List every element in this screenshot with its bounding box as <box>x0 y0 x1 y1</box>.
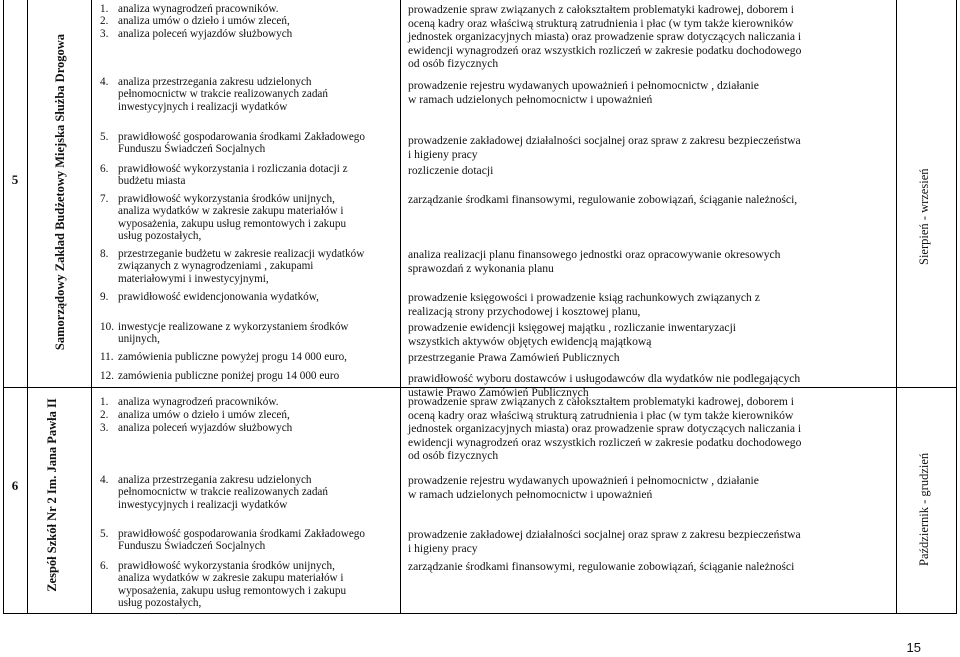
item-number: 3. <box>100 422 109 434</box>
item-text-line: analiza umów o dzieło i umów zleceń, <box>118 409 290 421</box>
period: Sierpień - wrzesień <box>917 168 931 265</box>
activity-line: prowadzenie rejestru wydawanych upoważnień i pełnomocnictw , działanie <box>408 79 759 92</box>
item-text-line: analiza przestrzegania zakresu udzielonych <box>118 76 312 88</box>
activity-line: ewidencji wynagrodzeń oraz wszystkich rozliczeń w zakresie podatku dochodowego <box>408 435 802 449</box>
item-text-line: analiza wynagrodzeń pracowników. <box>118 396 279 408</box>
control-area-item <box>100 163 400 188</box>
activity-line: oceną kadry oraz właściwą strukturą zatrudnienia i płac (w tym także kierowników <box>408 408 794 422</box>
activity-item <box>408 134 908 161</box>
item-number: 6. <box>100 163 109 175</box>
item-number: 1. <box>100 3 109 15</box>
item-text-line: Funduszu Świadczeń Socjalnych <box>118 540 266 553</box>
activity-item <box>408 248 908 275</box>
row-number: 5 <box>11 172 19 187</box>
item-text-line: inwestycje realizowane z wykorzystaniem środków <box>118 321 349 333</box>
item-text-line: analiza umów o dzieło i umów zleceń, <box>118 15 290 27</box>
item-text-line: Funduszu Świadczeń Socjalnych <box>118 143 266 156</box>
activity-line: realizacją strony przychodowej i kosztowej planu, <box>408 304 641 318</box>
control-area-item <box>100 76 400 113</box>
activity-line: prawidłowość wyboru dostawców i usługodawców dla wydatków nie podlegających <box>408 372 801 385</box>
item-text-line: zamówienia publiczne poniżej progu 14 000 euro <box>118 370 340 382</box>
control-area-item <box>100 28 400 40</box>
item-number: 9. <box>100 291 109 303</box>
activity-line: od osób fizycznych <box>408 449 499 463</box>
activity-item <box>408 351 908 365</box>
activity-line: wszystkich aktywów objętych ewidencją majątkową <box>408 334 652 348</box>
control-area-item <box>100 528 400 553</box>
activity-line: prowadzenie ewidencji księgowej majątku , rozliczanie inwentaryzacji <box>408 321 737 334</box>
control-area-item <box>100 131 400 156</box>
activity-line: i higieny pracy <box>408 147 478 161</box>
activity-line: rozliczenie dotacji <box>408 164 494 177</box>
item-number: 12. <box>100 370 114 382</box>
activity-item <box>408 395 908 463</box>
item-number: 4. <box>100 76 109 88</box>
activity-line: zarządzanie środkami finansowymi, regulowanie zobowiązań, ściąganie należności <box>408 560 795 573</box>
activity-line: prowadzenie księgowości i prowadzenie ksiąg rachunkowych związanych z <box>408 291 760 304</box>
item-text-line: analiza wynagrodzeń pracowników. <box>118 3 279 15</box>
activity-line: analiza realizacji planu finansowego jednostki oraz opracowywanie okresowych <box>408 248 781 261</box>
item-text-line: analiza wydatków w zakresie zakupu materiałów i <box>118 205 344 218</box>
activity-line: prowadzenie zakładowej działalności socjalnej oraz spraw z zakresu bezpieczeństwa <box>408 134 801 147</box>
item-text-line: inwestycyjnych i realizacji wydatków <box>118 498 288 511</box>
item-number: 6. <box>100 560 109 572</box>
item-text-line: budżetu miasta <box>118 175 186 188</box>
item-number: 4. <box>100 474 109 486</box>
activity-item <box>408 164 908 178</box>
unit-name: Samorządowy Zakład Budżetowy Miejska Służba Drogowa <box>53 33 67 351</box>
page-number: 15 <box>906 640 921 655</box>
item-text-line: materiałowymi i inwestycyjnymi, <box>118 272 269 285</box>
activity-line: w ramach udzielonych pełnomocnictw i upoważnień <box>408 92 653 106</box>
row-number: 6 <box>11 478 19 493</box>
item-number: 5. <box>100 528 109 540</box>
activity-line: przestrzeganie Prawa Zamówień Publicznych <box>408 351 620 364</box>
item-text-line: analiza poleceń wyjazdów służbowych <box>118 422 293 434</box>
item-text-line: usług pozostałych, <box>118 230 202 243</box>
activity-item <box>408 79 908 106</box>
item-text-line: prawidłowość wykorzystania środków unijnych, <box>118 193 335 205</box>
item-text-line: analiza poleceń wyjazdów służbowych <box>118 28 293 40</box>
activity-item <box>408 321 908 348</box>
item-text-line: inwestycyjnych i realizacji wydatków <box>118 100 288 113</box>
item-number: 3. <box>100 28 109 40</box>
activity-line: i higieny pracy <box>408 541 478 555</box>
activity-line: od osób fizycznych <box>408 57 499 71</box>
activity-line: jednostek organizacyjnych miasta) oraz prowadzenie spraw dotyczących naliczania i <box>408 30 802 44</box>
activity-item <box>408 528 908 555</box>
activity-line: prowadzenie spraw związanych z całokształtem problematyki kadrowej, doborem i <box>408 395 794 408</box>
activity-line: prowadzenie rejestru wydawanych upoważnień i pełnomocnictw , działanie <box>408 474 759 487</box>
control-area-item <box>100 15 400 27</box>
activity-line: jednostek organizacyjnych miasta) oraz prowadzenie spraw dotyczących naliczania i <box>408 422 802 436</box>
activity-line: zarządzanie środkami finansowymi, regulowanie zobowiązań, ściąganie należności, <box>408 193 798 206</box>
item-number: 2. <box>100 15 109 27</box>
item-text-line: prawidłowość gospodarowania środkami Zakładowego <box>118 528 365 540</box>
item-text-line: analiza wydatków w zakresie zakupu materiałów i <box>118 572 344 585</box>
item-number: 11. <box>100 351 114 363</box>
item-text-line: analiza przestrzegania zakresu udzielonych <box>118 474 312 486</box>
activity-item <box>408 560 908 574</box>
activity-line: prowadzenie zakładowej działalności socjalnej oraz spraw z zakresu bezpieczeństwa <box>408 528 801 541</box>
activity-line: w ramach udzielonych pełnomocnictw i upoważnień <box>408 487 653 501</box>
item-text-line: usług pozostałych, <box>118 597 202 610</box>
item-text-line: pełnomocnictw w trakcie realizowanych zadań <box>118 486 328 499</box>
activity-line: ustawie Prawo Zamówień Publicznych <box>408 385 589 399</box>
period: Październik - grudzień <box>917 452 931 566</box>
control-area-item <box>100 248 400 285</box>
control-area-item <box>100 422 400 434</box>
item-text-line: przestrzeganie budżetu w zakresie realizacji wydatków <box>118 248 365 260</box>
control-area-item <box>100 409 400 421</box>
activity-line: oceną kadry oraz właściwą strukturą zatrudnienia i płac (w tym także kierowników <box>408 16 794 30</box>
control-area-item <box>100 351 400 363</box>
control-area-item <box>100 193 400 243</box>
item-number: 10. <box>100 321 114 333</box>
control-area-item <box>100 3 400 15</box>
activity-item <box>408 3 908 71</box>
item-text-line: zamówienia publiczne powyżej progu 14 000 euro, <box>118 351 347 363</box>
activity-line: prowadzenie spraw związanych z całokształtem problematyki kadrowej, doborem i <box>408 3 794 16</box>
item-text-line: unijnych, <box>118 333 160 346</box>
activity-item <box>408 474 908 501</box>
item-number: 1. <box>100 396 109 408</box>
item-number: 5. <box>100 131 109 143</box>
control-area-item <box>100 291 400 303</box>
control-area-item <box>100 560 400 610</box>
item-number: 7. <box>100 193 109 205</box>
activity-item <box>408 291 908 318</box>
item-text-line: wyposażenia, zakupu usług remontowych i zakupu <box>118 584 347 597</box>
item-text-line: prawidłowość ewidencjonowania wydatków, <box>118 291 319 303</box>
item-text-line: pełnomocnictw w trakcie realizowanych zadań <box>118 88 328 101</box>
item-text-line: prawidłowość gospodarowania środkami Zakładowego <box>118 131 365 143</box>
unit-name: Zespół Szkół Nr 2 Im. Jana Pawła II <box>45 398 59 592</box>
control-area-item <box>100 474 400 511</box>
activity-line: ewidencji wynagrodzeń oraz wszystkich rozliczeń w zakresie podatku dochodowego <box>408 43 802 57</box>
activity-line: sprawozdań z wykonania planu <box>408 261 554 275</box>
item-text-line: wyposażenia, zakupu usług remontowych i zakupu <box>118 217 347 230</box>
control-area-item <box>100 370 400 382</box>
control-area-item <box>100 396 400 408</box>
item-number: 8. <box>100 248 109 260</box>
activity-item <box>408 193 908 207</box>
item-number: 2. <box>100 409 109 421</box>
item-text-line: prawidłowość wykorzystania i rozliczania dotacji z <box>118 163 348 175</box>
control-area-item <box>100 321 400 346</box>
item-text-line: związanych z wynagrodzeniami , zakupami <box>118 260 314 273</box>
item-text-line: prawidłowość wykorzystania środków unijnych, <box>118 560 335 572</box>
